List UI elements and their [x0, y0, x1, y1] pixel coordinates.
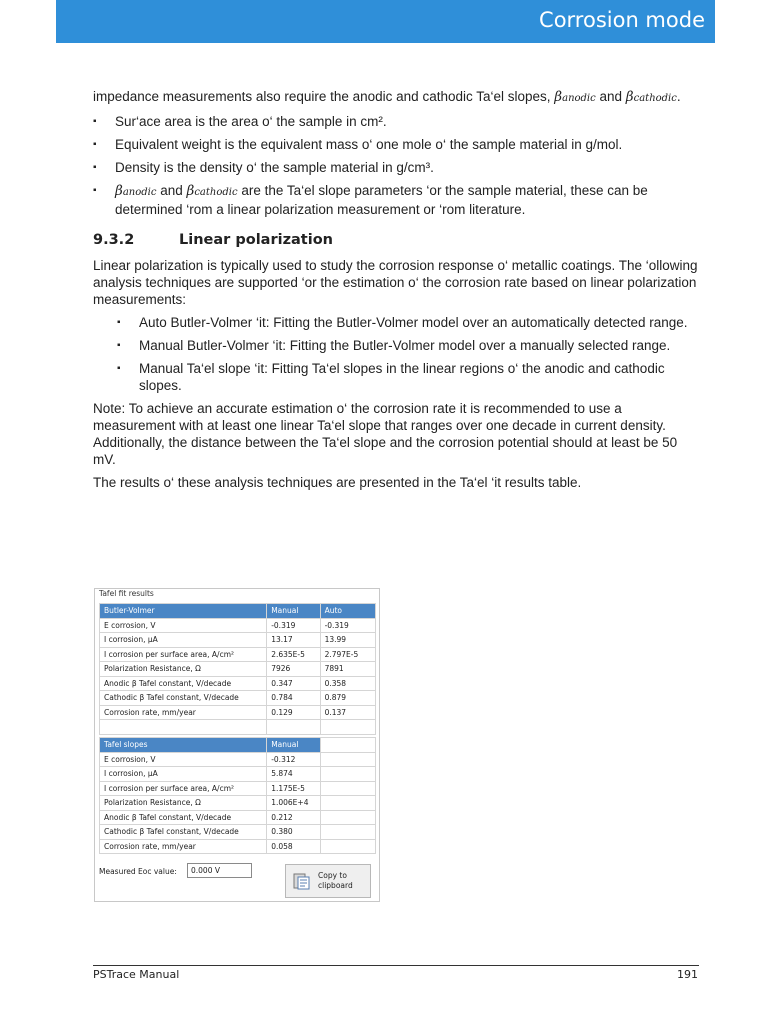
list-item: ▪ Manual Butler-Volmer ‘it: Fitting the Butler-Volmer model over a manually selected range.	[117, 337, 698, 354]
section-number: 9.3.2	[93, 232, 135, 248]
results-paragraph: The results o‘ these analysis techniques are presented in the Ta‘el ‘it results table.	[93, 475, 582, 490]
column-header: Manual	[267, 604, 320, 619]
column-header: Tafel slopes	[100, 738, 267, 753]
technique-list	[93, 314, 698, 394]
table-row[interactable]: Corrosion rate, mm/year 0.129 0.137	[100, 705, 376, 720]
parameter-list	[93, 113, 698, 218]
list-item: ▪ Density is the density o‘ the sample material in g/cm³.	[93, 159, 698, 176]
butler-volmer-table	[99, 603, 376, 735]
table-row[interactable]: I corrosion per surface area, A/cm² 2.635E-5 2.797E-5	[100, 647, 376, 662]
tafel-slopes-table	[99, 737, 376, 854]
tafel-fit-results-panel	[94, 588, 380, 902]
eoc-input[interactable]: 0.000 V	[187, 863, 252, 878]
table-row[interactable]: I corrosion per surface area, A/cm² 1.175E-5	[100, 781, 376, 796]
eoc-label: Measured Eoc value:	[99, 867, 177, 876]
table-row[interactable]: Corrosion rate, mm/year 0.058	[100, 839, 376, 854]
section-title: Linear polarization	[179, 232, 333, 248]
list-item: ▪ Auto Butler-Volmer ‘it: Fitting the Butler-Volmer model over an automatically detected range.	[117, 314, 698, 331]
note-paragraph: Note: To achieve an accurate estimation o‘ the corrosion rate it is recommended to use a measurement with at least one linear Ta‘el slope that ranges over one decade in current density. Additionally, the distance between the Ta‘el slope and the corrosion potential should at least be 50 mV.	[93, 401, 678, 467]
chapter-title: Corrosion mode	[539, 8, 705, 32]
column-header: Auto	[320, 604, 375, 619]
list-item: ▪ Equivalent weight is the equivalent mass o‘ one mole o‘ the sample material in g/mol.	[93, 136, 698, 153]
table-row[interactable]: Polarization Resistance, Ω 7926 7891	[100, 662, 376, 677]
table-header-row	[100, 604, 376, 619]
panel-title: Tafel fit results	[99, 589, 154, 598]
table-header-row	[100, 738, 376, 753]
copy-button-label: Copy to clipboard	[318, 871, 353, 890]
table-row[interactable]: I corrosion, µA 13.17 13.99	[100, 633, 376, 648]
clipboard-icon	[292, 871, 312, 891]
table-row[interactable]: Anodic β Tafel constant, V/decade 0.347 0.358	[100, 676, 376, 691]
empty-row	[100, 720, 376, 735]
header-bar	[56, 0, 715, 43]
paragraph: Linear polarization is typically used to study the corrosion response o‘ metallic coatings. The ‘ollowing analysis techniques are supported ‘or the estimation o‘ the corrosion rate based on linear polarization measurements:	[93, 258, 698, 307]
footer-divider	[93, 965, 699, 966]
table-row[interactable]: Polarization Resistance, Ω 1.006E+4	[100, 796, 376, 811]
list-item: ▪ βanodic and βcathodic are the Ta‘el slope parameters ‘or the sample material, these can be determined ‘rom a linear polarization measurement or ‘rom literature.	[93, 182, 698, 218]
section-heading	[93, 232, 698, 249]
table-row[interactable]: E corrosion, V -0.312	[100, 752, 376, 767]
table-row[interactable]: E corrosion, V -0.319 -0.319	[100, 618, 376, 633]
table-row[interactable]: Cathodic β Tafel constant, V/decade 0.784 0.879	[100, 691, 376, 706]
column-header: Manual	[267, 738, 320, 753]
footer-manual-name: PSTrace Manual	[93, 968, 180, 981]
copy-to-clipboard-button[interactable]	[285, 864, 371, 898]
table-row[interactable]: I corrosion, µA 5.874	[100, 767, 376, 782]
table-row[interactable]: Anodic β Tafel constant, V/decade 0.212	[100, 810, 376, 825]
list-item: ▪ Manual Ta‘el slope ‘it: Fitting Ta‘el slopes in the linear regions o‘ the anodic and cathodic slopes.	[117, 360, 698, 394]
table-row[interactable]: Cathodic β Tafel constant, V/decade 0.380	[100, 825, 376, 840]
list-item: ▪ Sur‘ace area is the area o‘ the sample in cm².	[93, 113, 698, 130]
intro-paragraph: impedance measurements also require the anodic and cathodic Ta‘el slopes, βanodic and βcathodic.	[93, 89, 681, 105]
column-header: Butler-Volmer	[100, 604, 267, 619]
page-body	[93, 88, 698, 497]
page-number: 191	[677, 968, 698, 981]
